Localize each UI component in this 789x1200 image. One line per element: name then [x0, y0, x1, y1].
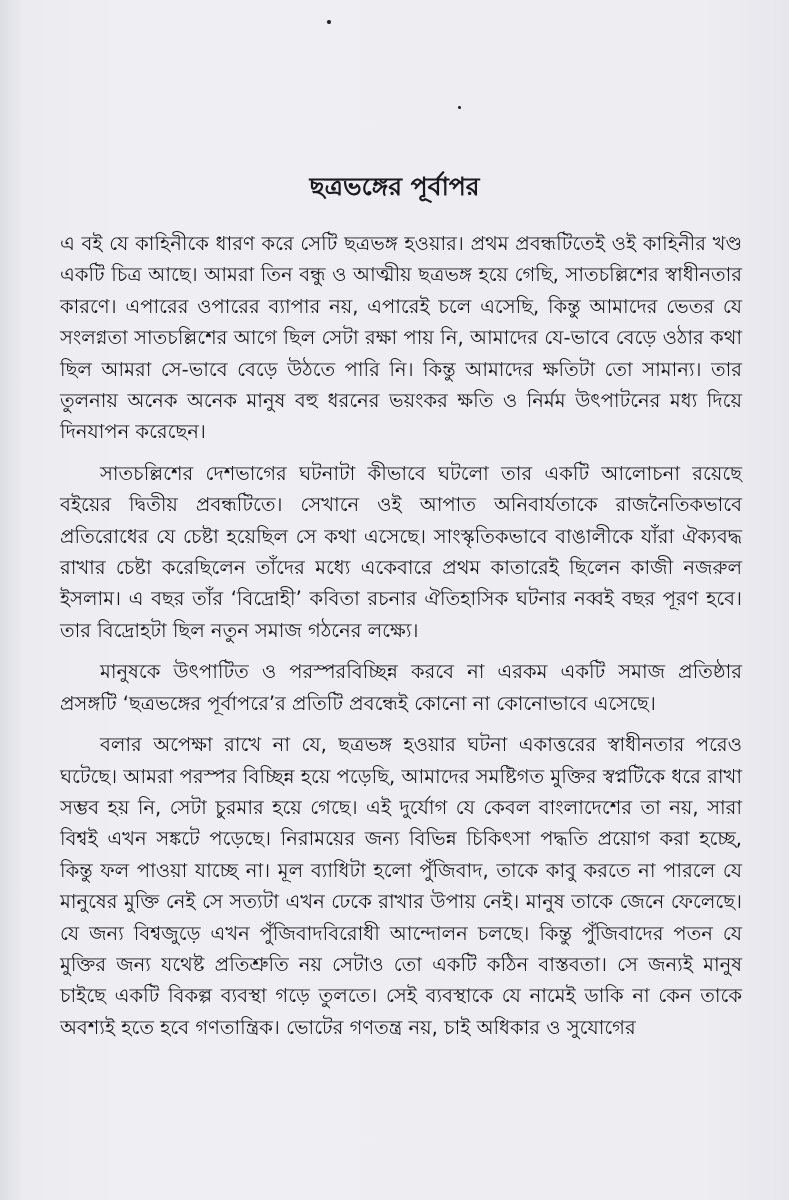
body-text	[60, 228, 742, 1053]
chapter-title: ছত্রভঙ্গের পূর্বাপর	[309, 172, 480, 201]
paragraph-2: সাতচল্লিশের দেশভাগের ঘটনাটা কীভাবে ঘটলো তার একটি আলোচনা রয়েছে বইয়ের দ্বিতীয় প্রবন্ধটিতে। সেখানে ওই আপাত অনিবার্যতাকে রাজনৈতিকভাবে প্রতিরোধের যে চেষ্টা হয়েছিল সে কথা এসেছে। সাংস্কৃতিকভাবে বাঙালীকে যাঁরা ঐক্যবদ্ধ রাখার চেষ্টা করেছিলেন তাঁদের মধ্যে একেবারে প্রথম কাতারেই ছিলেন কাজী নজরুল ইসলাম। এ বছর তাঁর ‘বিদ্রোহী’ কবিতা রচনার ঐতিহাসিক ঘটনার নব্বই বছর পূরণ হবে। তার বিদ্রোহটা ছিল নতুন সমাজ গঠনের লক্ষ্যে।	[60, 461, 742, 642]
paragraph-1: এ বই যে কাহিনীকে ধারণ করে সেটি ছত্রভঙ্গ হওয়ার। প্রথম প্রবন্ধটিতেই ওই কাহিনীর খণ্ড একটি চিত্র আছে। আমরা তিন বন্ধু ও আত্মীয় ছত্রভঙ্গ হয়ে গেছি, সাতচল্লিশের স্বাধীনতার কারণে। এপারের ওপারের ব্যাপার নয়, এপারেই চলে এসেছি, কিন্তু আমাদের ভেতর যে সংলগ্নতা সাতচল্লিশের আগে ছিল সেটা রক্ষা পায় নি, আমাদের যে-ভাবে বেড়ে ওঠার কথা ছিল আমরা সে-ভাবে বেড়ে উঠতে পারি নি। কিন্তু আমাদের ক্ষতিটা তো সামান্য। তার তুলনায় অনেক অনেক মানুষ বহু ধরনের ভয়ংকর ক্ষতি ও নির্মম উৎপাটনের মধ্য দিয়ে দিনযাপন করেছেন।	[60, 232, 742, 444]
print-speck	[327, 20, 331, 24]
paragraph-4: বলার অপেক্ষা রাখে না যে, ছত্রভঙ্গ হওয়ার ঘটনা একাত্তরের স্বাধীনতার পরেও ঘটেছে। আমরা পরস্পর বিচ্ছিন্ন হয়ে পড়েছি, আমাদের সমষ্টিগত মুক্তির স্বপ্নটিকে ধরে রাখা সম্ভব হয় নি, সেটা চুরমার হয়ে গেছে। এই দুর্যোগ যে কেবল বাংলাদেশের তা নয়, সারা বিশ্বই এখন সঙ্কটে পড়েছে। নিরাময়ের জন্য বিভিন্ন চিকিৎসা পদ্ধতি প্রয়োগ করা হচ্ছে, কিন্তু ফল পাওয়া যাচ্ছে না। মূল ব্যাধিটা হলো পুঁজিবাদ, তাকে কাবু করতে না পারলে যে মানুষের মুক্তি নেই সে সত্যটা এখন ঢেকে রাখার উপায় নেই। মানুষ তাকে জেনে ফেলেছে। যে জন্য বিশ্বজুড়ে এখন পুঁজিবাদবিরোধী আন্দোলন চলছে। কিন্তু পুঁজিবাদের পতন যে মুক্তির জন্য যথেষ্ট প্রতিশ্রুতি নয় সেটাও তো একটি কঠিন বাস্তবতা। সে জন্যই মানুষ চাইছে একটি বিকল্প ব্যবস্থা গড়ে তুলতে। সেই ব্যবস্থাকে যে নামেই ডাকি না কেন তাকে অবশ্যই হতে হবে গণতান্ত্রিক। ভোটের গণতন্ত্র নয়, চাই অধিকার ও সুযোগের	[60, 733, 743, 1039]
paragraph-3: মানুষকে উৎপাটিত ও পরস্পরবিচ্ছিন্ন করবে না এরকম একটি সমাজ প্রতিষ্ঠার প্রসঙ্গটি ‘ছত্রভঙ্গের পূর্বাপরে’র প্রতিটি প্রবন্ধেই কোনো না কোনোভাবে এসেছে।	[60, 660, 742, 715]
print-speck	[458, 106, 461, 109]
